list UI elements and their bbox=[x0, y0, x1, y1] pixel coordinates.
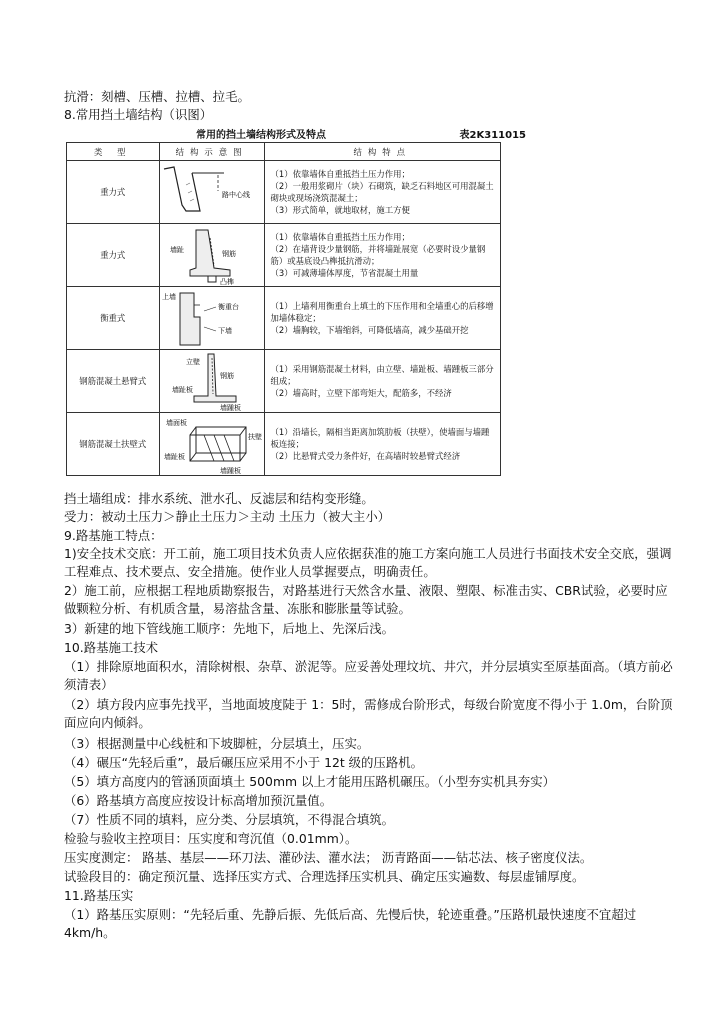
row-type: 重力式 bbox=[67, 161, 160, 224]
table-title: 常用的挡土墙结构形式及特点 bbox=[196, 130, 326, 141]
diagram-label: 墙趾 bbox=[169, 246, 184, 254]
feature-text: （2）墙高时，立壁下部弯矩大，配筋多，不经济 bbox=[270, 388, 452, 399]
line-step-6: （6）路基填方高度应按设计标高增加预沉量值。 bbox=[64, 793, 333, 808]
diagram-label: 墙趾板 bbox=[163, 453, 185, 461]
gravity-wall-diagram bbox=[159, 161, 264, 224]
diagram-label: 扶壁 bbox=[247, 433, 262, 441]
header-features: 结构特点 bbox=[264, 143, 500, 161]
row-features bbox=[264, 350, 500, 413]
diagram-label: 下墙 bbox=[217, 327, 232, 335]
diagram-label: 立壁 bbox=[185, 358, 200, 366]
line-anti-slip: 抗滑：刻槽、压槽、拉槽、拉毛。 bbox=[64, 89, 250, 104]
line-step-5: （5）填方高度内的管涵顶面填土 500mm 以上才能用压路机碾压。（小型夯实机具夯实） bbox=[64, 774, 556, 789]
line-earth-pressure: 受力：被动土压力＞静止土压力＞主动 土压力（被大主小） bbox=[64, 509, 391, 524]
table-row bbox=[67, 350, 501, 413]
paragraph-compaction-principle: （1）路基压实原则：“先轻后重、先静后振、先低后高、先慢后快，轮迹重叠。”压路机最快速度不宜超过 4km/h。 bbox=[64, 907, 637, 940]
line-wall-components: 挡土墙组成：排水系统、泄水孔、反滤层和结构变形缝。 bbox=[64, 491, 374, 506]
diagram-label: 钢筋 bbox=[219, 372, 234, 380]
diagram-label: 墙踵板 bbox=[219, 467, 241, 475]
diagram-label: 路中心线 bbox=[221, 191, 250, 199]
heading-section-9: 9.路基施工特点： bbox=[64, 528, 163, 543]
line-trial-section: 试验段目的：确定预沉量、选择压实方式、合理选择压实机具、确定压实遍数、每层虚铺厚度。 bbox=[64, 869, 585, 884]
feature-text: （1）沿墙长，隔相当距离加筑肋板（扶壁），使墙面与墙踵板连接； bbox=[270, 426, 490, 449]
diagram-label: 墙面板 bbox=[165, 419, 187, 427]
feature-text: （2）墙胸较，下墙缩斜，可降低墙高，减少基础开挖 bbox=[270, 325, 469, 336]
diagram-label: 衡重台 bbox=[217, 303, 239, 311]
line-step-7: （7）性质不同的填料，应分类、分层填筑，不得混合填筑。 bbox=[64, 812, 395, 827]
feature-text: （2）在墙背设少量钢筋，并将墙趾展宽（必要时设少量钢筋）或基底设凸榫抵抗滑动； bbox=[270, 243, 486, 266]
heading-section-10: 10.路基施工技术 bbox=[64, 640, 159, 655]
feature-text: （1）依靠墙体自重抵挡土压力作用； bbox=[270, 231, 410, 242]
row-type: 钢筋混凝土悬臂式 bbox=[67, 350, 160, 413]
paragraph-step-1: （1）排除原地面积水，清除树根、杂草、淤泥等。应妥善处理坟坑、井穴，并分层填实至原基面高。（填方前必须清表） bbox=[64, 659, 673, 692]
diagram-label: 墙踵板 bbox=[219, 404, 241, 412]
table-code: 表2K311015 bbox=[459, 130, 526, 141]
paragraph-pre-construction-tests: 2）施工前，应根据工程地质勘察报告，对路基进行天然含水量、液限、塑限、标准击实、CBR试验，必要时应做颗粒分析、有机质含量，易溶盐含量、冻胀和膨胀量等试验。 bbox=[64, 583, 668, 616]
diagram-label: 上墙 bbox=[161, 293, 176, 301]
row-type: 钢筋混凝土扶壁式 bbox=[67, 413, 160, 476]
heading-section-11: 11.路基压实 bbox=[64, 888, 134, 903]
feature-text: （1）依靠墙体自重抵挡土压力作用； bbox=[270, 168, 410, 179]
paragraph-step-2: （2）填方段内应事先找平，当地面坡度陡于 1：5时，需修成台阶形式，每级台阶宽度不得小于 1.0m，台阶顶面应向内倾斜。 bbox=[64, 697, 673, 730]
row-type: 重力式 bbox=[67, 224, 160, 287]
line-inspection-items: 检验与验收主控项目：压实度和弯沉值（0.01mm）。 bbox=[64, 831, 358, 846]
counterfort-wall-diagram bbox=[159, 413, 264, 476]
row-type: 衡重式 bbox=[67, 287, 160, 350]
feature-text: （2）一般用浆砌片（块）石砌筑，缺乏石料地区可用混凝土砌块或现场浇筑混凝土； bbox=[270, 180, 494, 203]
line-step-4: （4）碾压“先轻后重”，最后碾压应采用不小于 12t 级的压路机。 bbox=[64, 755, 423, 770]
line-compaction-testing: 压实度测定： 路基、基层——环刀法、灌砂法、灌水法； 沥青路面——钻芯法、核子密度仪法。 bbox=[64, 850, 593, 865]
table-row bbox=[67, 413, 501, 476]
feature-text: （2）比悬臂式受力条件好，在高墙时较悬臂式经济 bbox=[270, 451, 461, 462]
shelf-wall-diagram bbox=[159, 287, 264, 350]
cantilever-wall-diagram bbox=[159, 350, 264, 413]
diagram-label: 墙趾板 bbox=[171, 386, 193, 394]
header-diagram: 结构示意图 bbox=[159, 143, 264, 161]
table-caption bbox=[196, 126, 526, 141]
diagram-label: 凸榫 bbox=[219, 278, 234, 286]
diagram-label: 钢筋 bbox=[221, 250, 236, 258]
row-features bbox=[264, 224, 500, 287]
feature-text: （3）形式简单，就地取材，施工方便 bbox=[270, 205, 410, 216]
line-pipeline-order: 3）新建的地下管线施工顺序：先地下，后地上、先深后浅。 bbox=[64, 621, 395, 636]
header-type: 类 型 bbox=[67, 143, 160, 161]
line-step-3: （3）根据测量中心线桩和下坡脚桩，分层填土，压实。 bbox=[64, 736, 370, 751]
feature-text: （1）上墙利用衡重台上填土的下压作用和全墙重心的后移增加墙体稳定； bbox=[270, 300, 494, 323]
row-features bbox=[264, 287, 500, 350]
table-row bbox=[67, 161, 501, 224]
row-features bbox=[264, 161, 500, 224]
retaining-wall-table bbox=[66, 142, 501, 476]
reinforced-gravity-wall-diagram bbox=[159, 224, 264, 287]
row-features bbox=[264, 413, 500, 476]
heading-retaining-wall: 8.常用挡土墙结构（识图） bbox=[64, 107, 213, 122]
table-row bbox=[67, 224, 501, 287]
paragraph-safety-briefing: 1)安全技术交底：开工前，施工项目技术负责人应依据获准的施工方案向施工人员进行书面技术安全交底，强调工程难点、技术要点、安全措施。使作业人员掌握要点，明确责任。 bbox=[64, 546, 672, 579]
table-row bbox=[67, 287, 501, 350]
feature-text: （3）可减薄墙体厚度，节省混凝土用量 bbox=[270, 268, 419, 279]
feature-text: （1）采用钢筋混凝土材料，由立壁、墙趾板、墙踵板三部分组成； bbox=[270, 363, 494, 386]
